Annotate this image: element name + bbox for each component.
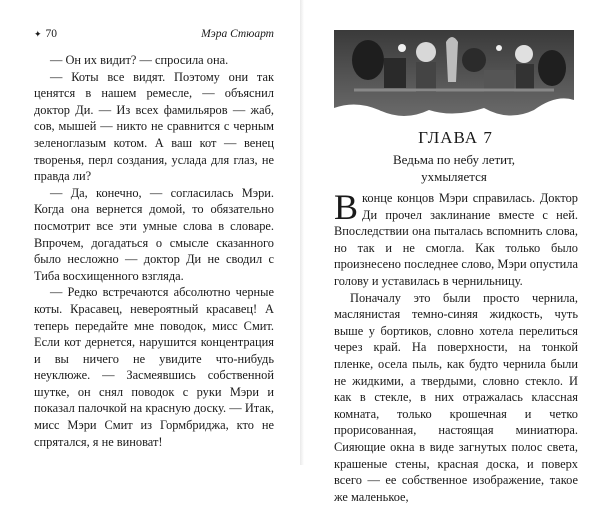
paragraph: — Он их видит? — спросила она. — [50, 53, 229, 67]
chapter-title-line: Ведьма по небу летит, — [392, 152, 516, 167]
first-paragraph-text: конце концов Мэри справилась. Доктор Ди прочел заклинание вместе с ней. Впоследствии она пыталась вспомнить слова, но так и не смогла. Как только было произнесено последнее слово, Мэри опустила голову и уставилась в чернильницу. — [334, 191, 578, 288]
first-paragraph — [334, 187, 578, 290]
page-number — [34, 28, 57, 40]
running-head-title: Мэра Стюарт — [201, 28, 274, 40]
paragraph: — Редко встречаются абсолютно черные коты. Красавец, невероятный красавец! А теперь передайте мне поводок, мисс Смит. Если кот дернется, нарушится концентрация и вы ничего не увидите что-нибудь неуклюже. — Засмеявшись собственной шутке, он снял поводок с руки Мэри и показал палочкой на красную доску. — Итак, мисс Мэри Смит из Гормбриджа, кто не спрятался, я не виноват! — [34, 285, 274, 449]
left-page — [0, 0, 300, 465]
page-number-text: 70 — [45, 28, 58, 40]
left-body-text — [34, 52, 274, 450]
drop-cap: В — [334, 187, 359, 227]
right-body-text — [334, 187, 578, 505]
chapter-title-line: ухмыляется — [421, 169, 487, 184]
chapter-number: ГЛАВА 7 — [418, 128, 493, 147]
ornament-icon: ✦ — [34, 29, 42, 39]
chapter-title — [354, 151, 554, 185]
paragraph: — Да, конечно, — согласилась Мэри. Когда она вернется домой, то обязательно посмотрит все эти умные слова в словаре. Впрочем, догадаться о смысле сказанного было несложно — доктор Ди не сводил с Тиба восхищенного взгляда. — [34, 185, 274, 283]
right-page — [304, 0, 607, 504]
paragraph: — Коты все видят. Поэтому они так ценятся в нашем ремесле, — объяснил доктор Ди. — Из всех фамильяров — жаб, сов, мышей — никто не сравнится с черным зеленоглазым котом. А ваш кот — венец творенья, перл создания, услада для глаз, не правда ли? — [34, 69, 274, 184]
running-head — [34, 28, 274, 44]
chapter-illustration — [334, 30, 574, 122]
paragraph: Поначалу это были просто чернила, маслянистая темно-синяя жидкость, чуть выше у бортиков, словно хотела перелиться через край. На поверхности, на тонкой пленке, осела пыль, как будто чернила были не жидкими, а твердыми, словно стекло. И как в стекле, в них отражалась классная комната, только крошечная и четко прорисованная, настоящая миниатюра. Сияющие окна в виде загнутых полос света, крашеные стены, красная доска, и поверх всего — ее собственное изображение, такое же маленькое, — [334, 290, 578, 504]
